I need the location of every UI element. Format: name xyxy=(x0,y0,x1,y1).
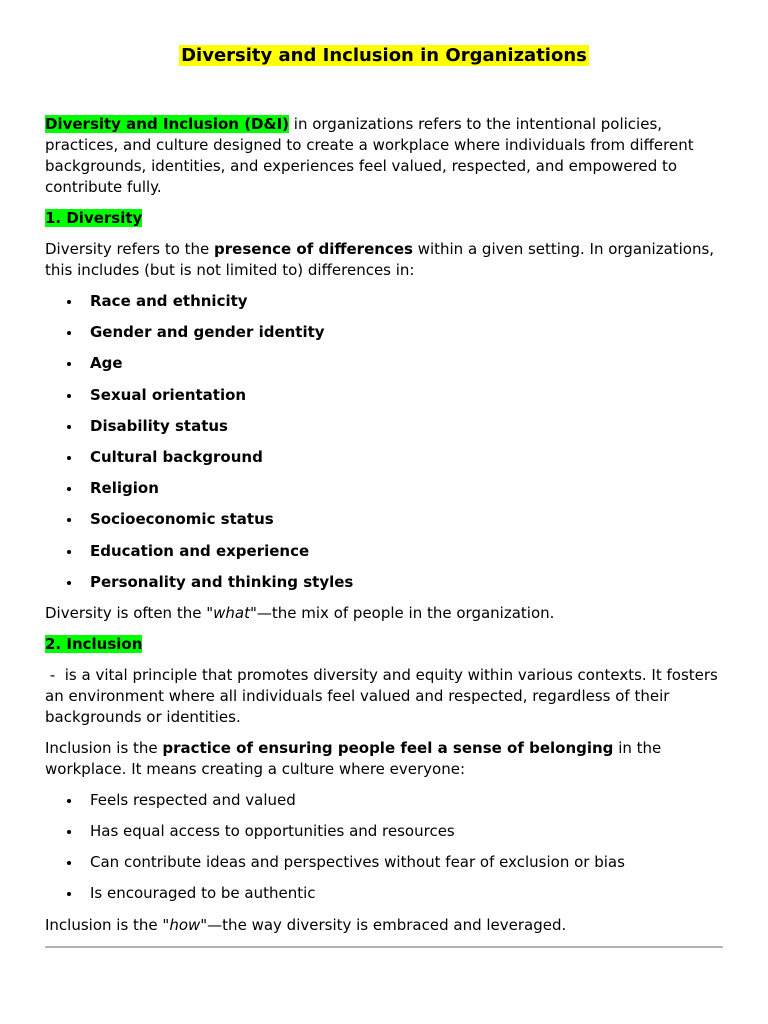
section-heading-diversity-text: 1. Diversity xyxy=(45,209,143,227)
document-title: Diversity and Inclusion in Organizations xyxy=(181,45,587,66)
diversity-list xyxy=(45,291,723,593)
inclusion-closing-after: "—the way diversity is embraced and leveraged. xyxy=(200,915,567,934)
list-item: Socioeconomic status xyxy=(90,509,723,530)
diversity-closing xyxy=(45,603,723,624)
list-item: Is encouraged to be authentic xyxy=(90,883,723,904)
list-item: Disability status xyxy=(90,416,723,437)
intro-paragraph xyxy=(45,114,723,198)
inclusion-definition-after: in the workplace. It means creating a culture where everyone: xyxy=(45,738,662,778)
diversity-closing-em: what xyxy=(213,603,250,622)
inclusion-closing-before: Inclusion is the " xyxy=(45,915,170,934)
list-item: Gender and gender identity xyxy=(90,322,723,343)
list-item: Religion xyxy=(90,478,723,499)
list-item: Education and experience xyxy=(90,541,723,562)
section-heading-inclusion-text: 2. Inclusion xyxy=(45,634,143,653)
intro-text: in organizations refers to the intentional policies, practices, and culture designed to create a workplace where individuals from different backgrounds, identities, and experiences feel valued, respected, and empowered to contribute fully. xyxy=(45,115,694,196)
diversity-closing-before: Diversity is often the " xyxy=(45,603,214,622)
list-item: Can contribute ideas and perspectives without fear of exclusion or bias xyxy=(90,852,723,873)
list-item: Cultural background xyxy=(90,447,723,468)
list-item: Has equal access to opportunities and resources xyxy=(90,821,723,842)
inclusion-definition-before: Inclusion is the xyxy=(45,738,163,757)
diversity-closing-after: "—the mix of people in the organization. xyxy=(249,603,555,622)
list-item: Race and ethnicity xyxy=(90,291,723,312)
diversity-definition xyxy=(45,239,723,281)
inclusion-definition xyxy=(45,738,723,780)
list-item: Age xyxy=(90,353,723,374)
diversity-definition-bold: presence of differences xyxy=(214,240,413,258)
inclusion-lead: - is a vital principle that promotes diversity and equity within various contexts. It fosters an environment where all individuals feel valued and respected, regardless of their backgrounds or identities. xyxy=(45,665,723,726)
list-item: Feels respected and valued xyxy=(90,790,723,811)
list-item: Personality and thinking styles xyxy=(90,572,723,593)
inclusion-closing-em: how xyxy=(169,915,201,934)
list-item: Sexual orientation xyxy=(90,385,723,406)
intro-term: Diversity and Inclusion (D&I) xyxy=(45,115,290,133)
section-heading-inclusion xyxy=(45,634,723,655)
title-container xyxy=(45,0,723,70)
diversity-definition-before: Diversity refers to the xyxy=(45,240,215,258)
section-heading-diversity xyxy=(45,208,723,229)
inclusion-list xyxy=(45,790,723,905)
inclusion-closing xyxy=(45,915,723,936)
diversity-definition-after: within a given setting. In organizations, this includes (but is not limited to) differences in: xyxy=(45,240,715,279)
horizontal-rule xyxy=(45,946,723,948)
inclusion-definition-bold: practice of ensuring people feel a sense of belonging xyxy=(162,738,614,757)
